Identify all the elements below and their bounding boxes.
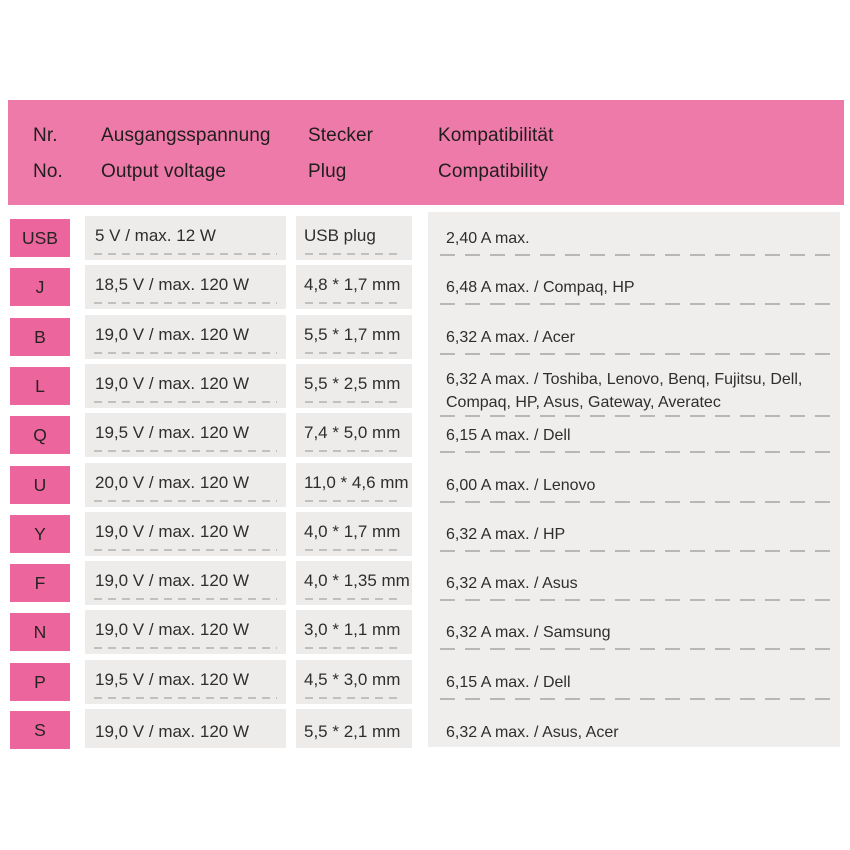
row-label-badge: S <box>10 711 70 749</box>
row-label-badge: USB <box>10 219 70 257</box>
header-compat-de: Kompatibilität <box>438 125 554 146</box>
compatibility-cell <box>428 610 840 654</box>
header-voltage-en: Output voltage <box>101 161 226 182</box>
table-row <box>0 413 850 457</box>
dashed-separator <box>305 500 403 502</box>
voltage-cell <box>85 512 286 556</box>
dashed-separator <box>94 598 277 600</box>
plug-cell <box>296 610 412 654</box>
plug-value: 4,5 * 3,0 mm <box>304 670 401 689</box>
dashed-separator <box>305 302 403 304</box>
header-plug-en: Plug <box>308 161 347 182</box>
dashed-separator <box>305 450 403 452</box>
compatibility-value: 6,15 A max. / Dell <box>446 674 571 691</box>
plug-value: 7,4 * 5,0 mm <box>304 423 401 442</box>
compatibility-cell <box>428 512 840 556</box>
dashed-separator <box>94 697 277 699</box>
voltage-value: 19,0 V / max. 120 W <box>95 722 250 741</box>
header-compat-en: Compatibility <box>438 161 549 182</box>
plug-value: 4,0 * 1,7 mm <box>304 522 401 541</box>
row-label-badge: U <box>10 466 70 504</box>
row-label-badge: F <box>10 564 70 602</box>
dashed-separator <box>440 353 836 355</box>
voltage-cell <box>85 660 286 704</box>
voltage-cell <box>85 364 286 408</box>
table-row <box>0 463 850 507</box>
compatibility-cell <box>428 660 840 704</box>
voltage-cell <box>85 463 286 507</box>
table-row <box>0 660 850 704</box>
compatibility-value: 6,32 A max. / Asus <box>446 575 578 592</box>
dashed-separator <box>94 450 277 452</box>
voltage-cell <box>85 216 286 260</box>
dashed-separator <box>440 698 836 700</box>
dashed-separator <box>94 253 277 255</box>
compatibility-value: 6,32 A max. / Acer <box>446 329 575 346</box>
voltage-cell <box>85 413 286 457</box>
voltage-value: 19,0 V / max. 120 W <box>95 522 250 541</box>
row-label-badge: N <box>10 613 70 651</box>
compatibility-cell <box>428 709 840 748</box>
voltage-cell <box>85 315 286 359</box>
plug-cell <box>296 413 412 457</box>
plug-cell <box>296 216 412 260</box>
compatibility-cell <box>428 315 840 359</box>
compatibility-value: 6,15 A max. / Dell <box>446 427 571 444</box>
row-label-badge: Q <box>10 416 70 454</box>
dashed-separator <box>305 697 403 699</box>
dashed-separator <box>440 599 836 601</box>
dashed-separator <box>440 648 836 650</box>
plug-value: 3,0 * 1,1 mm <box>304 620 401 639</box>
table-row <box>0 709 850 753</box>
plug-cell <box>296 463 412 507</box>
header-col-compatibility <box>438 100 553 230</box>
plug-cell <box>296 315 412 359</box>
table-row <box>0 512 850 556</box>
plug-value: 4,0 * 1,35 mm <box>304 571 410 590</box>
voltage-value: 19,0 V / max. 120 W <box>95 325 250 344</box>
header-nr-de: Nr. <box>33 125 58 146</box>
plug-cell <box>296 709 412 748</box>
plug-value: 4,8 * 1,7 mm <box>304 275 401 294</box>
dashed-separator <box>94 647 277 649</box>
voltage-value: 18,5 V / max. 120 W <box>95 275 250 294</box>
voltage-value: 20,0 V / max. 120 W <box>95 473 250 492</box>
compatibility-value: 6,48 A max. / Compaq, HP <box>446 279 635 296</box>
plug-cell <box>296 265 412 309</box>
header-col-nr <box>33 100 63 230</box>
compatibility-value: 6,32 A max. / HP <box>446 526 566 543</box>
compatibility-cell <box>428 216 840 260</box>
plug-value: 5,5 * 2,1 mm <box>304 722 401 741</box>
plug-value: 11,0 * 4,6 mm <box>304 473 409 492</box>
plug-cell <box>296 512 412 556</box>
row-label-badge: Y <box>10 515 70 553</box>
plug-value: 5,5 * 2,5 mm <box>304 374 401 393</box>
row-label-badge: P <box>10 663 70 701</box>
plug-cell <box>296 364 412 408</box>
compatibility-cell <box>428 413 840 457</box>
compatibility-value: 6,00 A max. / Lenovo <box>446 477 596 494</box>
dashed-separator <box>305 401 403 403</box>
plug-cell <box>296 660 412 704</box>
voltage-value: 19,5 V / max. 120 W <box>95 423 250 442</box>
compatibility-cell <box>428 463 840 507</box>
header-col-plug <box>308 100 373 230</box>
header-plug-de: Stecker <box>308 125 374 146</box>
header-nr-en: No. <box>33 161 63 182</box>
voltage-cell <box>85 265 286 309</box>
table-row <box>0 364 850 411</box>
compatibility-cell <box>428 265 840 309</box>
dashed-separator <box>94 500 277 502</box>
voltage-value: 19,0 V / max. 120 W <box>95 571 250 590</box>
dashed-separator <box>440 303 836 305</box>
dashed-separator <box>305 647 403 649</box>
table-row <box>0 265 850 309</box>
table-row <box>0 561 850 605</box>
dashed-separator <box>94 401 277 403</box>
dashed-separator <box>305 253 403 255</box>
table-row <box>0 315 850 359</box>
voltage-cell <box>85 561 286 605</box>
voltage-value: 5 V / max. 12 W <box>95 226 216 245</box>
dashed-separator <box>440 254 836 256</box>
voltage-value: 19,5 V / max. 120 W <box>95 670 250 689</box>
dashed-separator <box>94 302 277 304</box>
table-row <box>0 610 850 654</box>
dashed-separator <box>94 352 277 354</box>
row-label-badge: L <box>10 367 70 405</box>
plug-value: USB plug <box>304 226 376 245</box>
dashed-separator <box>440 451 836 453</box>
compatibility-value: 6,32 A max. / Asus, Acer <box>446 724 619 741</box>
header-voltage-de: Ausgangsspannung <box>101 125 271 146</box>
plug-cell <box>296 561 412 605</box>
dashed-separator <box>305 352 403 354</box>
plug-value: 5,5 * 1,7 mm <box>304 325 401 344</box>
dashed-separator <box>305 549 403 551</box>
dashed-separator <box>94 549 277 551</box>
row-label-badge: B <box>10 318 70 356</box>
table-header <box>8 100 844 205</box>
dashed-separator <box>305 598 403 600</box>
table-row <box>0 216 850 260</box>
compatibility-cell <box>428 561 840 605</box>
dashed-separator <box>440 501 836 503</box>
voltage-value: 19,0 V / max. 120 W <box>95 620 250 639</box>
voltage-cell <box>85 610 286 654</box>
header-col-voltage <box>101 100 271 230</box>
voltage-cell <box>85 709 286 748</box>
compatibility-value: 6,32 A max. / Toshiba, Lenovo, Benq, Fujitsu, Dell, Compaq, HP, Asus, Gateway, Averatec <box>446 371 803 411</box>
row-label-badge: J <box>10 268 70 306</box>
voltage-value: 19,0 V / max. 120 W <box>95 374 250 393</box>
dashed-separator <box>440 550 836 552</box>
compatibility-value: 6,32 A max. / Samsung <box>446 624 611 641</box>
compatibility-value: 2,40 A max. <box>446 230 530 247</box>
